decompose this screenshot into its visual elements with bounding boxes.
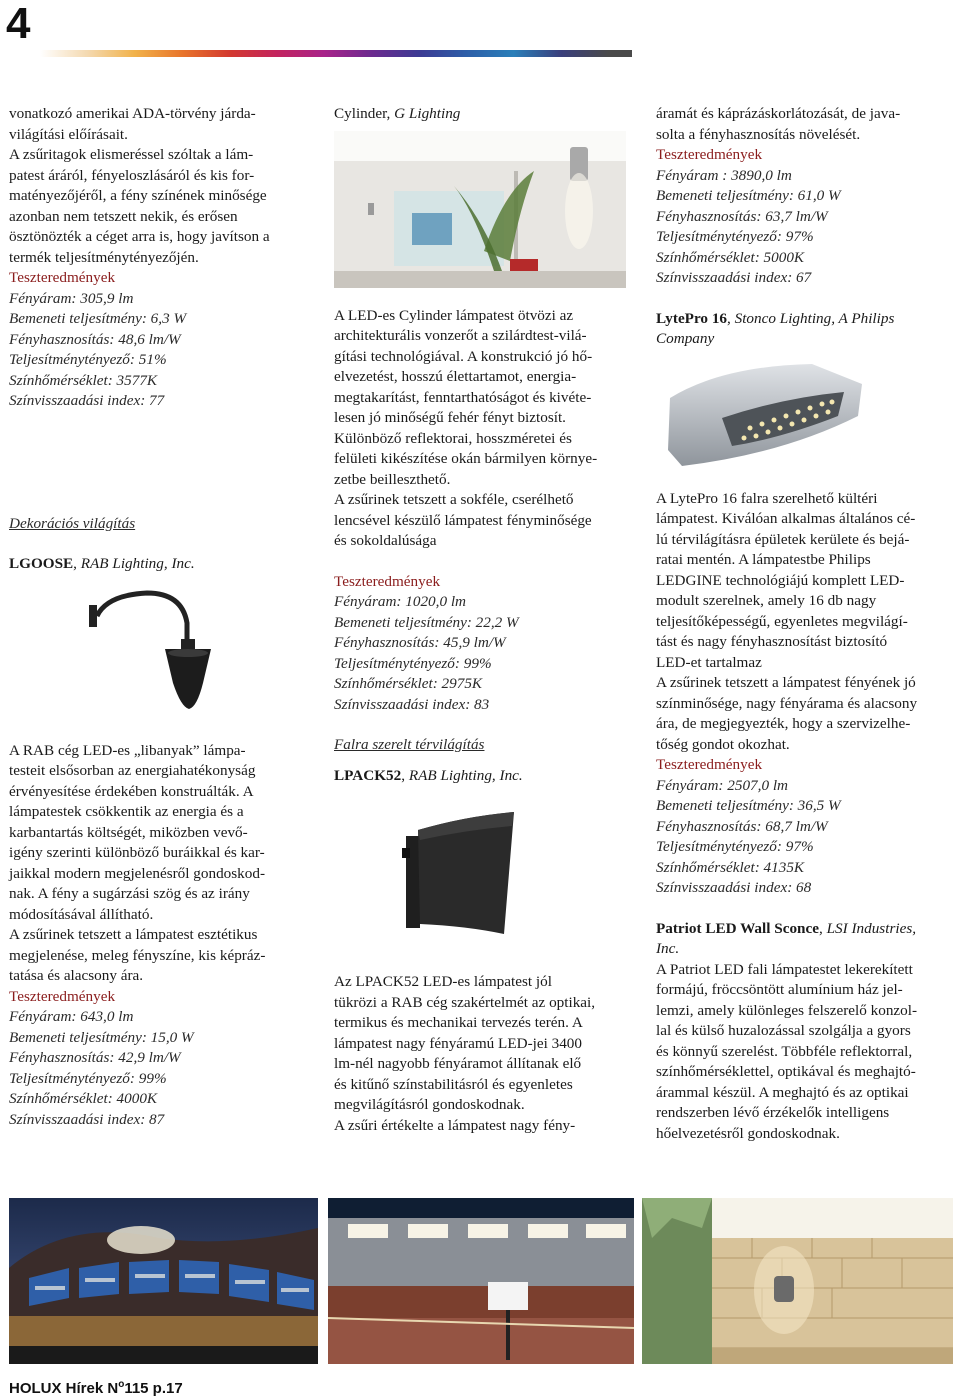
results-heading: Teszteredmények — [9, 269, 116, 286]
result-line: Teljesítménytényező: 99% — [9, 1069, 167, 1087]
test-results — [9, 987, 304, 1131]
text-line: és könnyű szerelést. Többféle reflektorral, — [656, 1042, 913, 1060]
text-line: Különböző reflektorai, hosszméretei és — [334, 429, 572, 447]
text-line: patest áráról, fényeloszlásáról és kis for- — [9, 166, 255, 184]
product-maker: Company — [656, 330, 715, 347]
wall-pack-lamp-icon — [396, 796, 526, 946]
result-line: Színhőmérséklet: 5000K — [656, 248, 805, 266]
text-line: lemzi, amely különleges felszerelő konzol- — [656, 1001, 918, 1019]
footer-sup: o — [118, 1379, 125, 1390]
text-line: A Patriot LED fali lámpatestet lekerekített — [656, 960, 913, 978]
result-line: Teljesítménytényező: 97% — [656, 838, 814, 855]
stone-wall-sconce-photo — [642, 1198, 953, 1364]
text-line: Az LPACK52 LED-es lámpatest jól — [334, 973, 552, 990]
cylinder-interior-image — [334, 131, 626, 288]
product-description — [334, 972, 631, 1136]
result-line: Teljesítménytényező: 51% — [9, 351, 167, 368]
lpack52-lamp-image — [396, 796, 526, 946]
bottom-photo-strip — [9, 1198, 953, 1364]
results-heading: Teszteredmények — [656, 146, 763, 163]
text-line: tatása és alacsony ára. — [9, 967, 144, 984]
text-line: A LED-es Cylinder lámpatest ötvözi az — [334, 306, 574, 324]
product-title: Patriot LED Wall Sconce, LSI Industries, — [656, 919, 917, 937]
result-line: Színhőmérséklet: 4135K — [656, 858, 805, 876]
text-line: modult szerelnek, amely 16 db nagy — [656, 592, 877, 609]
intro-text — [9, 104, 304, 268]
result-line: Fényhasznosítás: 63,7 lm/W — [656, 207, 828, 225]
result-line: Bemeneti teljesítmény: 15,0 W — [9, 1028, 194, 1046]
result-line: Bemeneti teljesítmény: 22,2 W — [334, 613, 519, 631]
product-name: Cylinder — [334, 105, 387, 122]
text-line: A LytePro 16 falra szerelhető kültéri — [656, 489, 878, 507]
text-line: vonatkozó amerikai ADA-törvény járda- — [9, 105, 256, 122]
text-line: lámpatestek csökkentik az energia és a — [9, 803, 244, 820]
text-line: lámpatest. Kiválóan alkalmas általános cé- — [656, 510, 916, 527]
column-1 — [9, 104, 304, 1130]
test-results — [9, 268, 304, 412]
footer-suffix: 115 p.17 — [124, 1380, 183, 1397]
text-line: A zsűritagok elismeréssel szóltak a lám- — [9, 146, 254, 163]
page-number: 4 — [6, 0, 31, 48]
product-maker: LSI Industries, — [826, 919, 917, 937]
product-name: LytePro 16 — [656, 309, 728, 327]
product-title: LPACK52, RAB Lighting, Inc. — [334, 766, 523, 784]
text-line: A RAB cég LED-es „libanyak” lámpa- — [9, 741, 246, 759]
product-description — [656, 960, 953, 1145]
text-line: igény szerinti különböző buráikkal és kar- — [9, 844, 265, 861]
text-line: megtakarítást, fenntarthatóságot és kivéte- — [334, 388, 592, 406]
text-line: tőség gondot okozhat. — [656, 735, 790, 753]
text-line: lámpatest nagy fényáramú LED-jei 3400 — [334, 1034, 582, 1052]
text-line: teljesítőképességű, egyenletes megvilágí- — [656, 612, 908, 630]
text-line: árammal készül. A meghajtó és az optikai — [656, 1083, 909, 1101]
text-line: ratai mentén. A lámpatestbe Philips — [656, 551, 871, 568]
text-line: A zsűrinek tetszett a sokféle, cserélhető — [334, 491, 574, 508]
page-footer — [9, 1376, 183, 1397]
text-line: rendszerben lévő érzékelők intelligens — [656, 1104, 890, 1121]
courtyard-night-photo — [328, 1198, 634, 1364]
result-line: Fényhasznosítás: 42,9 lm/W — [9, 1049, 181, 1066]
text-line: A zsűrinek tetszett a lámpatest esztétikus — [9, 926, 258, 943]
test-results — [334, 572, 631, 716]
column-2 — [334, 104, 631, 1136]
result-line: Fényáram : 3890,0 lm — [656, 166, 792, 184]
intro-text — [656, 104, 953, 145]
text-line: lm-nél nagyobb fényáramot állítanak elő — [334, 1055, 582, 1072]
product-maker: Inc. — [656, 940, 680, 957]
text-line: világítási előírásait. — [9, 125, 128, 143]
gooseneck-lamp-icon — [87, 583, 287, 723]
result-line: Fényáram: 2507,0 lm — [656, 776, 789, 794]
text-line: azonban nem tetszett nekik, és erősen — [9, 207, 238, 225]
restaurant-photo-icon — [9, 1198, 318, 1364]
text-line: matényezőjéről, a fény színének minősége — [9, 187, 267, 204]
color-bar — [40, 50, 632, 57]
lytepro-lamp-icon — [662, 358, 868, 473]
product-description — [9, 741, 304, 987]
result-line: Színvisszaadási index: 83 — [334, 695, 490, 713]
footer-prefix: HOLUX Hírek N — [9, 1380, 119, 1397]
text-line: módosításával állítható. — [9, 905, 154, 923]
product-maker: RAB Lighting, Inc. — [80, 555, 195, 572]
product-name: Patriot LED Wall Sconce — [656, 919, 819, 937]
text-line: gítási technológiával. A konstrukció jó hő- — [334, 347, 593, 365]
result-line: Fényáram: 643,0 lm — [9, 1008, 134, 1025]
results-heading: Teszteredmények — [334, 572, 441, 590]
product-name: LGOOSE — [9, 555, 74, 572]
result-line: Színvisszaadási index: 67 — [656, 269, 812, 286]
product-maker: RAB Lighting, Inc. — [408, 766, 523, 784]
result-line: Színhőmérséklet: 2975K — [334, 675, 483, 692]
text-line: lencsével készülő lámpatest fényminősége — [334, 511, 592, 529]
text-line: ösztönözték a céget arra is, hogy javítson a — [9, 228, 270, 245]
text-line: karbantartás költségét, miközben vevő- — [9, 823, 248, 841]
stone-wall-photo-icon — [642, 1198, 953, 1364]
result-line: Színvisszaadási index: 68 — [656, 879, 812, 896]
interior-photo-icon — [334, 131, 626, 288]
result-line: Színvisszaadási index: 87 — [9, 1110, 165, 1128]
text-line: tükrözi a RAB cég szakértelmét az optikai, — [334, 993, 596, 1011]
lytepro-lamp-image — [662, 358, 868, 473]
restaurant-night-photo — [9, 1198, 318, 1364]
text-line: A zsűrinek tetszett a lámpatest fényének jó — [656, 674, 916, 691]
result-line: Bemeneti teljesítmény: 36,5 W — [656, 797, 841, 814]
text-line: architekturális vonzerőt a szilárdtest-vilá- — [334, 327, 587, 344]
text-line: tást és nagy fényhasznosítást biztosító — [656, 633, 888, 650]
text-line: elvezetést, hosszú élettartamot, energia- — [334, 368, 577, 385]
result-line: Fényáram: 1020,0 lm — [334, 593, 467, 610]
text-line: és kitűnő színstabilitásról és egyenletes — [334, 1075, 573, 1093]
text-line: hőelvezetésről gondoskodnak. — [656, 1124, 840, 1142]
text-line: lú térvilágításra épületek kerülete és bejá- — [656, 530, 910, 548]
text-line: A zsűri értékelte a lámpatest nagy fény- — [334, 1116, 576, 1134]
product-title: LGOOSE, RAB Lighting, Inc. — [9, 555, 195, 572]
product-description — [656, 489, 953, 756]
results-heading: Teszteredmények — [9, 987, 116, 1005]
text-line: testeit elsősorban az energiahatékonyság — [9, 762, 256, 779]
text-line: jaikkal modern megjelenésről gondoskod- — [9, 864, 266, 882]
text-line: formájú, fröccsöntött alumínium ház jel- — [656, 981, 903, 998]
results-heading: Teszteredmények — [656, 756, 763, 773]
text-line: LEDGINE technológiájú komplett LED- — [656, 571, 905, 589]
result-line: Teljesítménytényező: 99% — [334, 654, 492, 672]
section-title: Falra szerelt térvilágítás — [334, 736, 485, 753]
result-line: Színhőmérséklet: 4000K — [9, 1090, 158, 1107]
product-name: LPACK52 — [334, 766, 402, 784]
text-line: LED-et tartalmaz — [656, 653, 762, 671]
text-line: solta a fényhasznosítás növelését. — [656, 125, 861, 143]
product-maker: G Lighting — [394, 105, 461, 122]
text-line: zetbe beilleszthető. — [334, 470, 451, 488]
gooseneck-lamp-image — [87, 583, 287, 723]
text-line: ára, de megjegyezték, hogy a szervizelhe- — [656, 715, 911, 732]
courtyard-photo-icon — [328, 1198, 634, 1364]
text-line: és sokoldalúsága — [334, 532, 437, 549]
text-line: áramát és káprázáskorlátozását, de java- — [656, 105, 901, 122]
result-line: Színhőmérséklet: 3577K — [9, 371, 158, 389]
product-description — [334, 306, 631, 552]
result-line: Fényhasznosítás: 45,9 lm/W — [334, 634, 506, 651]
text-line: színminősége, nagy fényárama és alacsony — [656, 694, 918, 712]
result-line: Fényáram: 305,9 lm — [9, 289, 134, 307]
text-line: megjelenése, meleg fényszíne, kis képráz- — [9, 946, 266, 964]
product-title-cont — [656, 329, 953, 350]
text-line: színhőmérséklettel, optikával és meghajtó- — [656, 1063, 916, 1080]
product-title: Cylinder, G Lighting — [334, 105, 461, 122]
column-3 — [656, 104, 953, 1144]
test-results — [656, 145, 953, 289]
result-line: Teljesítménytényező: 97% — [656, 228, 814, 245]
product-title-cont — [656, 939, 953, 960]
text-line: lesen jó minőségű fehér fényt biztosít. — [334, 409, 566, 426]
text-line: érvényesítése érdekében konstruálták. A — [9, 782, 254, 800]
test-results — [656, 755, 953, 899]
text-line: lal és külső huzalozással szolgálja a gyors — [656, 1022, 911, 1039]
text-line: nak. A fény a sugárzási szög és az irány — [9, 885, 250, 902]
result-line: Fényhasznosítás: 48,6 lm/W — [9, 330, 181, 348]
text-line: megvilágításról gondoskodnak. — [334, 1096, 525, 1113]
result-line: Bemeneti teljesítmény: 6,3 W — [9, 310, 187, 327]
text-line: termikus és mechanikai tervezés terén. A — [334, 1014, 583, 1031]
text-line: termék teljesítménytényezőjén. — [9, 248, 199, 266]
text-line: felületi kikészítése okán bármilyen környe- — [334, 450, 598, 467]
section-title: Dekorációs világítás — [9, 514, 136, 532]
product-title: LytePro 16, Stonco Lighting, A Philips — [656, 309, 895, 327]
result-line: Bemeneti teljesítmény: 61,0 W — [656, 187, 841, 204]
product-maker: Stonco Lighting, A Philips — [734, 309, 895, 327]
result-line: Színvisszaadási index: 77 — [9, 392, 165, 409]
result-line: Fényhasznosítás: 68,7 lm/W — [656, 817, 828, 835]
